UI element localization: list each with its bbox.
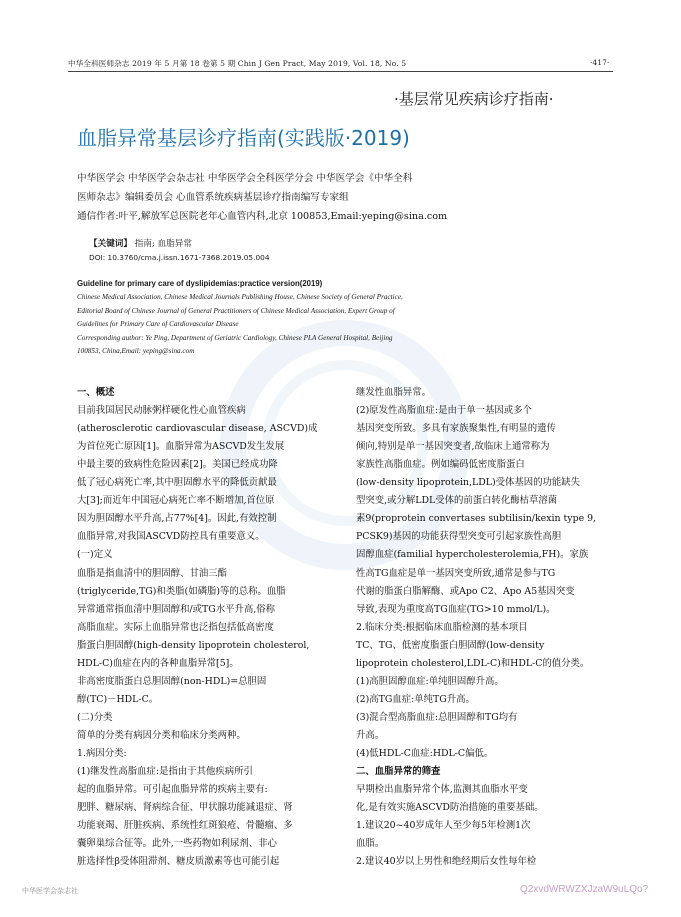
body-line: 脏选择性β受体阻滞剂、糖皮质激素等也可能引起 bbox=[77, 856, 280, 868]
page-number: ·417· bbox=[590, 58, 610, 67]
body-line: (triglyceride,TG)和类脂(如磷脂)等的总称。血脂 bbox=[77, 585, 286, 597]
body-line: 囊卵巢综合征等。此外,一些药物如利尿剂、非心 bbox=[77, 838, 277, 850]
body-line: PCSK9)基因的功能获得型突变可引起家族性高胆 bbox=[356, 531, 562, 543]
english-title: Guideline for primary care of dyslipidemias:practice version(2019) bbox=[77, 279, 323, 288]
body-line: 因为胆固醇水平升高,占77%[4]。因此,有效控制 bbox=[77, 513, 277, 525]
english-line: Guidelines for Primary Care of Cardiovascular Disease bbox=[77, 320, 239, 328]
body-line: HDL-C)血症在内的各种血脂异常[5]。 bbox=[77, 657, 239, 669]
body-line: (4)低HDL-C血症:HDL-C偏低。 bbox=[356, 748, 494, 759]
body-line: 化,是有效实施ASCVD防治措施的重要基础。 bbox=[356, 802, 544, 814]
body-line: 型突变,或分解LDL受体的前蛋白转化酶枯草溶菌 bbox=[356, 495, 558, 507]
author-line-1: 中华医学会 中华医学会杂志社 中华医学会全科医学分会 中华医学会《中华全科 bbox=[77, 173, 413, 184]
body-line: 中最主要的致病性危险因素[2]。美国已经成功降 bbox=[77, 459, 278, 471]
body-line: 2.建议40岁以上男性和绝经期后女性每年检 bbox=[356, 856, 537, 868]
body-line: 导致,表现为重度高TG血症(TG>10 mmol/L)。 bbox=[356, 603, 556, 615]
body-line: 脂蛋白胆固醇(high-density lipoprotein cholesterol, bbox=[77, 639, 310, 651]
body-line: (3)混合型高脂血症:总胆固醇和TG均有 bbox=[356, 711, 518, 723]
english-line: Editorial Board of Chinese Journal of General Practitioners of Chinese Medical Association, Expert Group of bbox=[77, 307, 395, 315]
article-title: 血脂异常基层诊疗指南(实践版·2019) bbox=[77, 126, 410, 150]
body-line: 血脂。 bbox=[356, 838, 385, 850]
body-line: 素9(proprotein convertases subtilisin/kexin type 9, bbox=[356, 513, 597, 525]
body-line: 低了冠心病死亡率,其中胆固醇水平的降低贡献最 bbox=[77, 477, 277, 489]
body-line: (2)原发性高脂血症:是由于单一基因或多个 bbox=[356, 405, 532, 417]
body-line: 功能衰竭、肝脏疾病、系统性红斑狼疮、骨髓瘤、多 bbox=[77, 820, 293, 832]
body-line: 高脂血症。实际上血脂异常也泛指包括低高密度 bbox=[77, 621, 274, 633]
section-heading: 一、概述 bbox=[77, 387, 115, 398]
body-line: 升高。 bbox=[356, 729, 385, 741]
body-line: 目前我国居民动脉粥样硬化性心血管疾病 bbox=[77, 405, 246, 417]
body-line: 异常通常指血清中胆固醇和/或TG水平升高,俗称 bbox=[77, 603, 276, 615]
body-line: 血脂异常,对我国ASCVD防控具有重要意义。 bbox=[77, 531, 265, 543]
keywords-label: 【关键词】 bbox=[89, 239, 132, 249]
corresponding-author: 通信作者:叶平,解放军总医院老年心血管内科,北京 100853,Email:yeping@sina.com bbox=[77, 211, 448, 222]
running-header: 中华全科医师杂志 2019 年 5 月第 18 卷第 5 期 Chin J Gen Pract, May 2019, Vol. 18, No. 5 bbox=[68, 59, 407, 68]
section-heading: 二、血脂异常的筛查 bbox=[356, 766, 441, 778]
english-line: 100853, China,Email: yeping@sina.com bbox=[77, 347, 195, 355]
body-line: (二)分类 bbox=[77, 711, 113, 723]
body-line: 1.建议20~40岁成年人至少每5年检测1次 bbox=[356, 820, 531, 832]
body-line: 大[3];而近年中国冠心病死亡率不断增加,首位原 bbox=[77, 495, 275, 507]
column-name: ·基层常见疾病诊疗指南· bbox=[394, 90, 554, 108]
keywords bbox=[89, 237, 192, 249]
body-line: 2.临床分类:根据临床血脂检测的基本项目 bbox=[356, 621, 528, 633]
body-line: (low-density lipoprotein,LDL)受体基因的功能缺失 bbox=[356, 477, 581, 489]
publisher-logo: 中华医学会杂志社 bbox=[22, 887, 78, 895]
body-line: 非高密度脂蛋白总胆固醇(non-HDL)=总胆固 bbox=[77, 675, 267, 687]
header-rule bbox=[68, 71, 613, 72]
body-line: lipoprotein cholesterol,LDL-C)和HDL-C的值分类。 bbox=[356, 657, 590, 669]
body-line: 家族性高脂血症。例如编码低密度脂蛋白 bbox=[356, 459, 525, 471]
author-line-2: 医师杂志》编辑委员会 心血管系统疾病基层诊疗指南编写专家组 bbox=[77, 192, 349, 203]
body-line: 早期检出血脂异常个体,监测其血脂水平变 bbox=[356, 784, 528, 796]
body-line: 代谢的脂蛋白脂解酶、或Apo C2、Apo A5基因突变 bbox=[356, 585, 575, 597]
body-line: TC、TG、低密度脂蛋白胆固醇(low-density bbox=[356, 639, 545, 651]
body-line: 为首位死亡原因[1]。血脂异常为ASCVD发生发展 bbox=[77, 441, 285, 453]
body-line: 倾向,特别是单一基因突变者,故临床上通常称为 bbox=[356, 441, 550, 453]
keywords-text: 指南; 血脂异常 bbox=[134, 239, 192, 249]
body-line: 固醇血症(familial hypercholesterolemia,FH)。家族 bbox=[356, 549, 589, 561]
body-line: 简单的分类有病因分类和临床分类两种。 bbox=[77, 729, 246, 741]
body-line: (2)高TG血症:单纯TG升高。 bbox=[356, 693, 475, 705]
english-line: Chinese Medical Association, Chinese Medical Journals Publishing House, Chinese Society of General Practice, bbox=[77, 293, 403, 301]
body-line: 基因突变所致。多具有家族聚集性,有明显的遗传 bbox=[356, 423, 556, 435]
body-line: (atherosclerotic cardiovascular disease, ASCVD)成 bbox=[77, 423, 318, 435]
doi: DOI: 10.3760/cma.j.issn.1671-7368.2019.05.004 bbox=[89, 253, 270, 262]
body-line: 肥胖、糖尿病、肾病综合征、甲状腺功能减退症、肾 bbox=[77, 802, 293, 814]
body-line: 起的血脂异常。可引起血脂异常的疾病主要有: bbox=[77, 784, 268, 796]
body-line: 性高TG血症是单一基因突变所致,通常是参与TG bbox=[356, 567, 556, 579]
body-line: 1.病因分类: bbox=[77, 748, 127, 759]
footer-code: Q2xvdWRWZXJzaW9uLQo? bbox=[520, 884, 649, 895]
body-line: 继发性血脂异常。 bbox=[356, 387, 432, 398]
body-line: (1)继发性高脂血症:是指由于其他疾病所引 bbox=[77, 766, 253, 778]
body-line: 醇(TC)－HDL-C。 bbox=[77, 693, 159, 705]
body-line: (1)高胆固醇血症:单纯胆固醇升高。 bbox=[356, 675, 504, 687]
body-line: 血脂是指血清中的胆固醇、甘油三酯 bbox=[77, 567, 228, 579]
english-line: Corresponding author: Ye Ping, Department of Geriatric Cardiology, Chinese PLA General Hospital, Beijing bbox=[77, 334, 393, 342]
body-line: (一)定义 bbox=[77, 549, 113, 561]
